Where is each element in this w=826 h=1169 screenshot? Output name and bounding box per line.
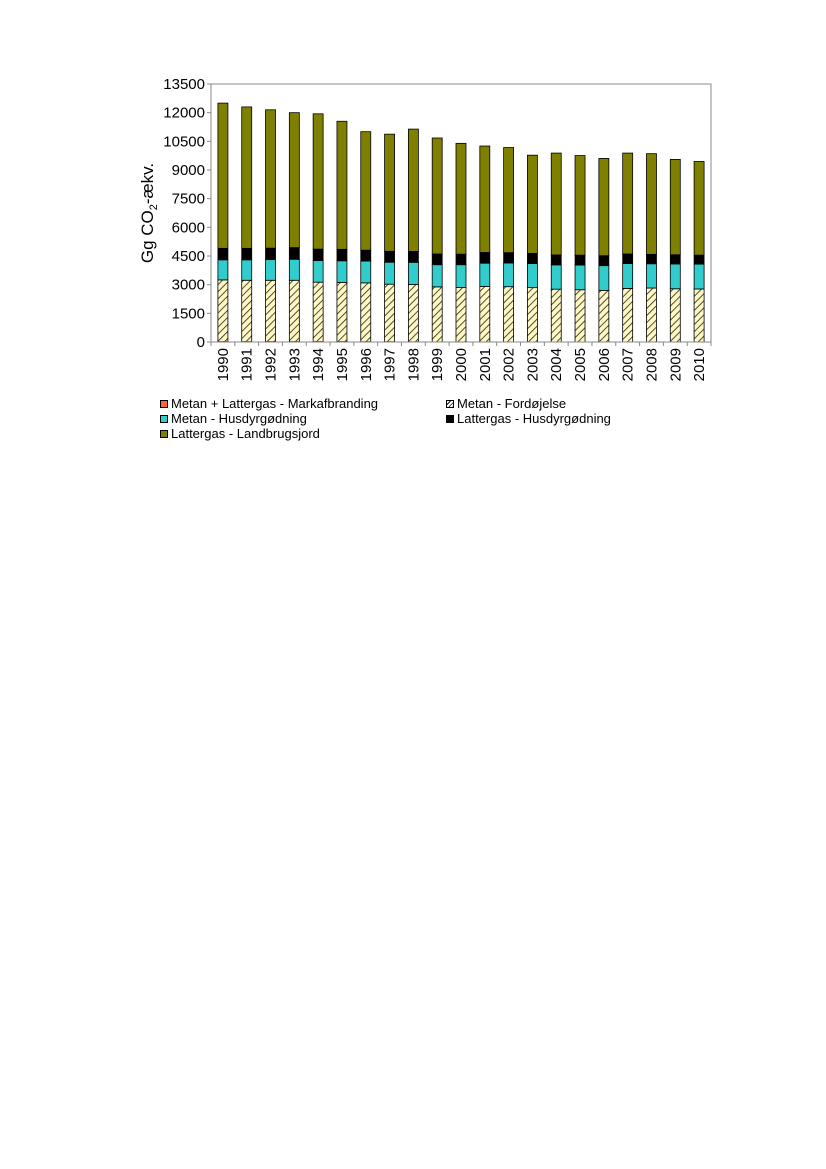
bar-segment-2010-s2 bbox=[694, 264, 704, 289]
bar-segment-1994-s1 bbox=[313, 282, 323, 341]
bar-segment-1996-s3 bbox=[361, 250, 371, 261]
bar-segment-1997-s1 bbox=[385, 284, 395, 342]
legend-swatch-markafbranding bbox=[160, 400, 168, 408]
bar-segment-2001-s4 bbox=[480, 146, 490, 252]
bar-segment-2004-s3 bbox=[551, 255, 561, 265]
bar-segment-2004-s2 bbox=[551, 265, 561, 289]
bar-segment-1996-s4 bbox=[361, 132, 371, 250]
bar-segment-1990-s4 bbox=[218, 103, 228, 248]
bar-segment-2000-s4 bbox=[456, 143, 466, 254]
bar-segment-2007-s4 bbox=[623, 153, 633, 254]
bar-segment-1999-s4 bbox=[432, 138, 442, 254]
stacked-bar-chart bbox=[0, 0, 826, 470]
bar-segment-2003-s4 bbox=[527, 155, 537, 253]
bar-segment-1992-s1 bbox=[266, 280, 276, 341]
legend-label-markafbranding: Metan + Lattergas - Markafbranding bbox=[171, 396, 379, 411]
legend-label-landbrugsjord: Lattergas - Landbrugsjord bbox=[171, 426, 320, 441]
x-tick-label: 1991 bbox=[238, 348, 256, 382]
bar-segment-2008-s1 bbox=[646, 288, 656, 342]
legend-item-landbrugsjord bbox=[160, 426, 320, 441]
bar-segment-1991-s2 bbox=[242, 260, 252, 280]
bar-segment-2006-s2 bbox=[599, 266, 609, 291]
bar-segment-1998-s1 bbox=[408, 284, 418, 341]
bar-segment-1990-s1 bbox=[218, 280, 228, 342]
bar-segment-1990-s3 bbox=[218, 248, 228, 259]
bar-segment-2004-s1 bbox=[551, 289, 561, 342]
bar-segment-1991-s4 bbox=[242, 107, 252, 248]
legend-label-lattergas-husdyrgoedning: Lattergas - Husdyrgødning bbox=[457, 411, 611, 426]
bar-segment-2004-s4 bbox=[551, 153, 561, 255]
bar-segment-2003-s3 bbox=[527, 253, 537, 263]
x-tick-label: 1996 bbox=[357, 348, 375, 382]
bar-segment-2007-s1 bbox=[623, 288, 633, 342]
bar-segment-2001-s3 bbox=[480, 252, 490, 263]
y-tick-label: 3000 bbox=[171, 276, 205, 294]
bar-segment-1992-s3 bbox=[266, 248, 276, 259]
bar-segment-2002-s1 bbox=[504, 287, 514, 342]
x-tick-label: 1998 bbox=[405, 348, 423, 382]
x-tick-label: 2003 bbox=[524, 348, 542, 382]
y-axis-title: Gg $CO_2$-ækv. bbox=[138, 162, 160, 264]
bar-segment-1998-s4 bbox=[408, 129, 418, 251]
bar-segment-2009-s3 bbox=[670, 255, 680, 264]
x-tick-label: 1999 bbox=[429, 348, 447, 382]
legend-item-fordoejelse bbox=[446, 396, 566, 411]
bar-segment-1994-s4 bbox=[313, 114, 323, 249]
y-tick-label: 4500 bbox=[171, 248, 205, 265]
bar-segment-1993-s3 bbox=[289, 248, 299, 260]
x-tick-label: 1990 bbox=[214, 348, 232, 382]
bar-segment-1995-s2 bbox=[337, 261, 347, 283]
bar-segment-1993-s4 bbox=[289, 113, 299, 248]
bar-segment-2006-s1 bbox=[599, 290, 609, 341]
bar-segment-2002-s4 bbox=[504, 148, 514, 253]
x-tick-label: 2004 bbox=[548, 348, 566, 382]
bar-segment-2003-s1 bbox=[527, 288, 537, 342]
bar-segment-1991-s1 bbox=[242, 280, 252, 341]
x-tick-label: 1995 bbox=[333, 348, 351, 382]
bar-segment-2009-s1 bbox=[670, 289, 680, 342]
bar-segment-2001-s1 bbox=[480, 286, 490, 341]
legend-swatch-metan-husdyrgoedning bbox=[160, 415, 168, 423]
bar-segment-1990-s2 bbox=[218, 260, 228, 280]
bar-segment-2009-s4 bbox=[670, 159, 680, 254]
bar-segment-1991-s3 bbox=[242, 248, 252, 259]
x-tick-label: 1993 bbox=[286, 348, 304, 382]
bar-segment-1992-s2 bbox=[266, 260, 276, 281]
bar-segment-2001-s2 bbox=[480, 263, 490, 286]
bar-segment-2009-s2 bbox=[670, 264, 680, 289]
bar-segment-2008-s3 bbox=[646, 254, 656, 263]
legend-swatch-fordoejelse bbox=[446, 400, 454, 408]
bar-segment-1999-s2 bbox=[432, 265, 442, 287]
y-tick-label: 0 bbox=[196, 334, 205, 351]
bar-segment-1995-s4 bbox=[337, 121, 347, 249]
bar-segment-2000-s2 bbox=[456, 265, 466, 288]
bar-segment-1999-s3 bbox=[432, 254, 442, 265]
bar-segment-2006-s4 bbox=[599, 158, 609, 255]
bar-segment-1994-s3 bbox=[313, 249, 323, 260]
bar-segment-2005-s4 bbox=[575, 156, 585, 256]
x-tick-label: 2001 bbox=[476, 348, 494, 382]
bar-segment-2005-s1 bbox=[575, 290, 585, 342]
legend-swatch-lattergas-husdyrgoedning bbox=[446, 415, 454, 423]
bar-segment-1996-s1 bbox=[361, 283, 371, 342]
bar-segment-2010-s3 bbox=[694, 255, 704, 264]
x-tick-label: 2007 bbox=[619, 348, 637, 382]
x-tick-label: 2000 bbox=[453, 348, 470, 382]
bar-segment-2003-s2 bbox=[527, 264, 537, 288]
bar-segment-1998-s3 bbox=[408, 251, 418, 262]
bar-segment-2002-s3 bbox=[504, 253, 514, 263]
bar-segment-2010-s4 bbox=[694, 161, 704, 255]
bar-segment-1995-s1 bbox=[337, 282, 347, 341]
bar-segment-1993-s2 bbox=[289, 259, 299, 280]
legend-item-markafbranding bbox=[160, 396, 378, 411]
bar-segment-1999-s1 bbox=[432, 287, 442, 342]
legend-item-metan-husdyrgoedning bbox=[160, 411, 307, 426]
x-axis bbox=[211, 342, 711, 381]
bar-segment-2007-s2 bbox=[623, 264, 633, 289]
bar-segment-1992-s4 bbox=[266, 110, 276, 248]
y-axis-title-subscript: 2 bbox=[148, 204, 160, 211]
bar-segment-2007-s3 bbox=[623, 254, 633, 264]
bar-segment-2005-s3 bbox=[575, 255, 585, 265]
y-tick-label: 10500 bbox=[163, 133, 205, 151]
legend-item-lattergas-husdyrgoedning bbox=[446, 411, 611, 426]
x-tick-label: 2008 bbox=[643, 348, 661, 382]
bar-segment-2000-s3 bbox=[456, 254, 466, 265]
bar-segment-1997-s4 bbox=[385, 134, 395, 251]
bar-segment-1993-s1 bbox=[289, 280, 299, 341]
y-tick-label: 7500 bbox=[171, 190, 205, 208]
bar-segment-2006-s3 bbox=[599, 256, 609, 266]
y-tick-label: 12000 bbox=[163, 104, 205, 122]
legend-swatch-landbrugsjord bbox=[160, 430, 168, 438]
bar-segment-1996-s2 bbox=[361, 261, 371, 283]
bar-segment-1994-s2 bbox=[313, 261, 323, 283]
y-axis bbox=[163, 76, 211, 351]
bar-segment-2005-s2 bbox=[575, 265, 585, 290]
bar-segment-2008-s2 bbox=[646, 264, 656, 288]
bar-segment-2002-s2 bbox=[504, 263, 514, 287]
y-tick-label: 13500 bbox=[163, 76, 205, 93]
legend-label-fordoejelse: Metan - Fordøjelse bbox=[457, 396, 567, 411]
x-tick-label: 2009 bbox=[667, 348, 685, 382]
x-tick-label: 1997 bbox=[381, 348, 399, 382]
y-tick-label: 1500 bbox=[171, 305, 205, 323]
x-tick-label: 1992 bbox=[262, 348, 280, 382]
bar-segment-2008-s4 bbox=[646, 154, 656, 255]
y-tick-label: 9000 bbox=[171, 162, 205, 179]
bar-segment-1997-s3 bbox=[385, 251, 395, 262]
x-tick-label: 2006 bbox=[595, 348, 613, 382]
x-tick-label: 2005 bbox=[572, 348, 590, 382]
bar-segment-1998-s2 bbox=[408, 262, 418, 284]
legend-label-metan-husdyrgoedning: Metan - Husdyrgødning bbox=[171, 411, 307, 426]
bar-segment-1995-s3 bbox=[337, 249, 347, 260]
x-tick-label: 2010 bbox=[691, 348, 709, 382]
bar-segment-1997-s2 bbox=[385, 262, 395, 284]
bar-segment-2010-s1 bbox=[694, 289, 704, 342]
x-tick-label: 2002 bbox=[500, 348, 518, 382]
y-tick-label: 6000 bbox=[171, 219, 205, 237]
bar-segment-2000-s1 bbox=[456, 287, 466, 341]
x-tick-label: 1994 bbox=[310, 348, 328, 382]
